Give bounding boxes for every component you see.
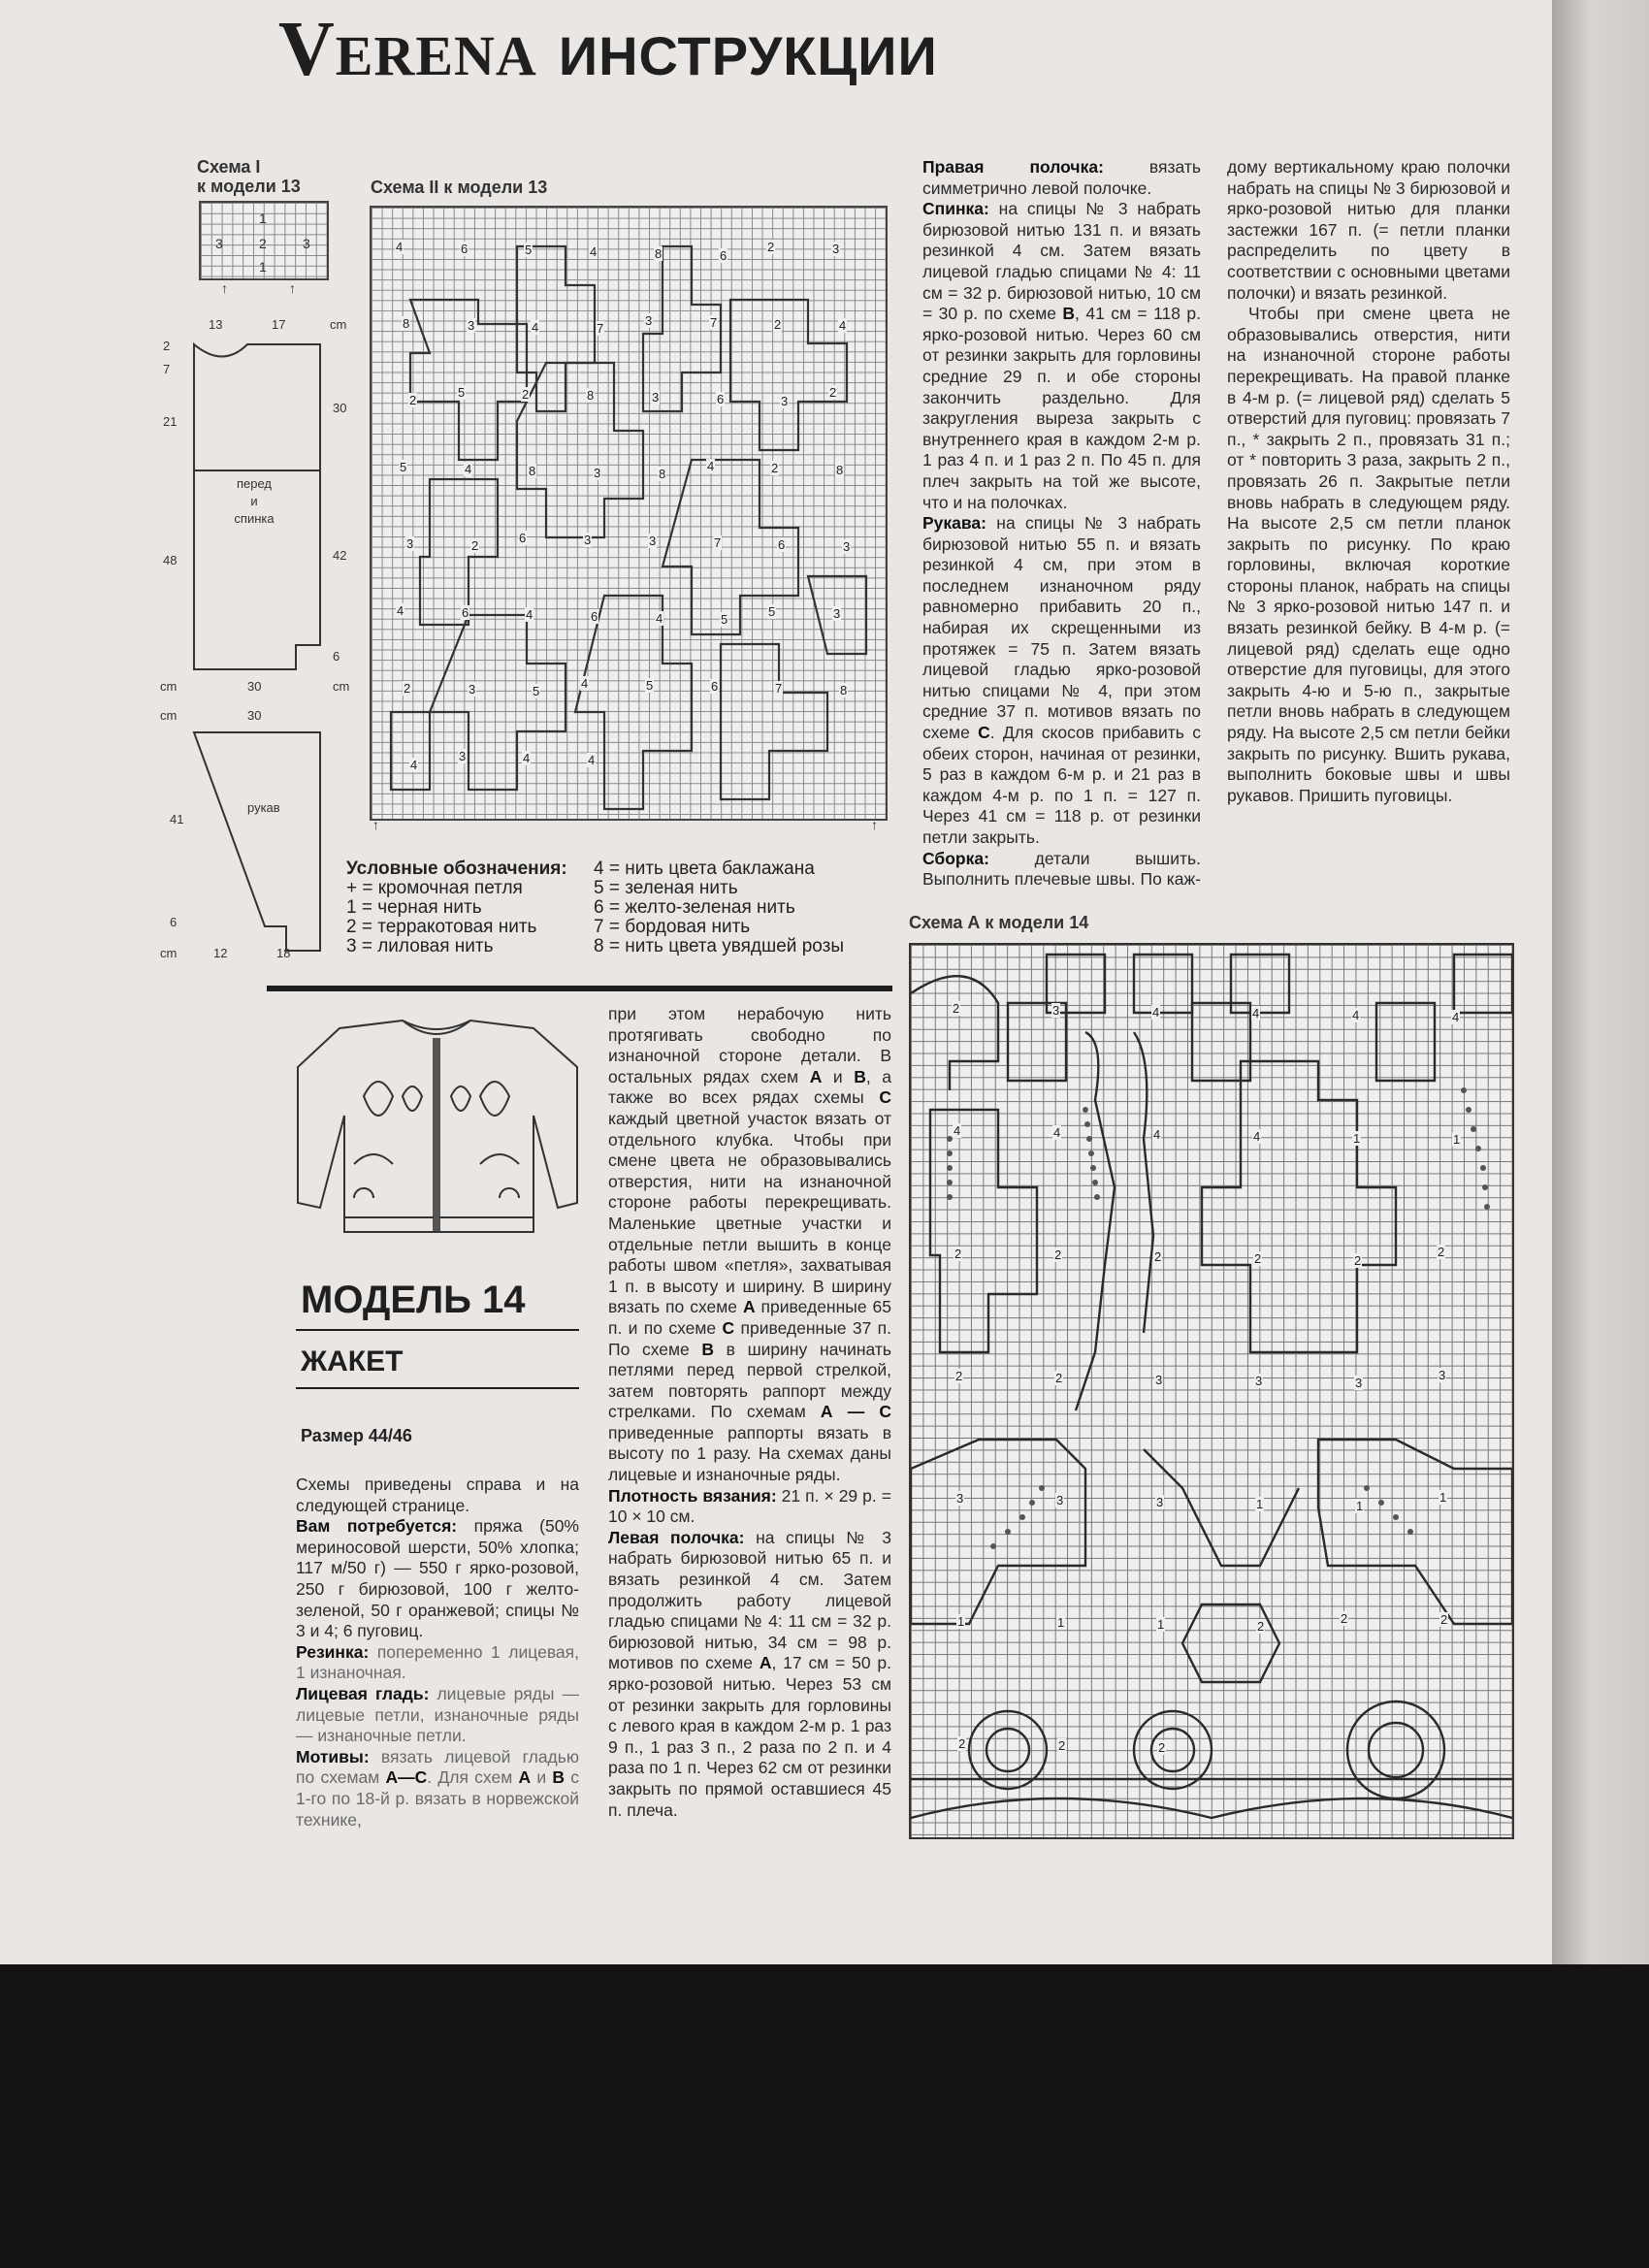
motif-outline [930, 1110, 1037, 1352]
dim-label: 12 [213, 946, 228, 960]
body-text: вязать симметрично левой полочке. [922, 157, 1201, 198]
dim-label: 6 [333, 649, 340, 664]
text-column-1 [296, 1474, 579, 1831]
dim-label: 6 [170, 915, 178, 929]
color-code-number: 3 [645, 313, 653, 328]
color-code-number: 5 [721, 612, 728, 627]
motif-outline [911, 1440, 1085, 1624]
label: Рукава: [922, 513, 986, 534]
color-code-number: 4 [590, 244, 598, 259]
dim-label: 17 [272, 317, 286, 332]
label: Лицевая гладь: [296, 1683, 430, 1703]
schemeA-chart [909, 943, 1514, 1839]
dim-label: 41 [170, 812, 184, 826]
color-code-number: 7 [710, 315, 718, 330]
section-divider [267, 986, 892, 991]
scheme-ref: В [701, 1339, 715, 1359]
color-code-number: 6 [711, 679, 719, 694]
body-text: , 41 см = 118 р. ярко-розовой нитью. Через 60 см от резинки закрыть для горловины средние 29 п. и обе стороны закончить раздельно. Для закругления выреза закрыть с внутреннего края в каждом 2-м р. 1 раз 4 п. и 1 раз 2 п. По 45 п. для плеч закрыть на той же высоте, что и на полочках. [922, 304, 1201, 512]
dim-label: cm [160, 679, 178, 694]
label: Сборка: [922, 848, 989, 868]
dim-label: cm [333, 679, 350, 694]
motif-outline [1144, 1449, 1299, 1566]
spiral-outline [1347, 1701, 1444, 1798]
color-code-number: 1 [1439, 1490, 1447, 1505]
label: Резинка: [296, 1641, 370, 1662]
motif-outline [430, 615, 566, 790]
color-code-number: 4 [1152, 1005, 1160, 1020]
color-code-number: 3 [1156, 1495, 1164, 1509]
dim-label: 13 [209, 317, 223, 332]
model-title: МОДЕЛЬ 14 [301, 1279, 526, 1321]
materials-text: пряжа (50% мериносовой шерсти, 50% хлопка; 117 м/50 г) — 550 г ярко-розовой, 250 г бирюзовой, 100 г желто-зеленой, 50 г оранжевой; спицы № 3 и 4; 6 пуговиц. [296, 1516, 579, 1641]
color-code-number: 6 [462, 605, 469, 620]
subtitle-underline [296, 1387, 579, 1389]
color-code-number: 1 [1057, 1615, 1065, 1630]
legend-item: 2 = терракотовая нить [346, 917, 537, 937]
schemeA-motifs [911, 945, 1512, 1837]
color-code-number: 1 [1356, 1499, 1364, 1513]
legend-right [594, 859, 844, 956]
color-code-number: 8 [655, 246, 663, 261]
body-text: каждый цветной участок вязать от отдельного клубка. Чтобы при смене цвета не образовывались отверстия, нити на изнаночной стороне работы перекрещивать. Маленькие цветные участки и отдельные петли вышить в конце работы швом «петля», захватывая 1 п. в высоту и ширину. В ширину вязать по схеме [608, 1108, 891, 1317]
color-code-number: 8 [403, 316, 410, 331]
body-text: дому вертикальному краю полочки набрать на спицы № 3 бирюзовой и ярко-розовой нитью для планки застежки 167 п. (= петли планки распределить по цвету в соответствии с основными цветами полочки) и вязать резинкой. [1227, 157, 1510, 303]
dim-label: 30 [247, 679, 262, 694]
scheme-ref: В [854, 1066, 866, 1086]
scheme1-cell: 1 [259, 259, 267, 275]
label: Спинка: [922, 199, 989, 219]
color-code-number: 2 [955, 1369, 963, 1383]
stem-outline [1134, 1032, 1153, 1333]
color-code-number: 2 [1054, 1247, 1062, 1262]
dim-label: 18 [276, 946, 291, 960]
color-code-number: 1 [1453, 1132, 1461, 1147]
color-code-number: 4 [410, 758, 418, 772]
gauge-text: 21 п. × 29 р. = 10 × 10 см. [608, 1485, 891, 1527]
body-text: на спицы № 3 набрать бирюзовой нитью 131 п. и вязать резинкой 4 см. Затем вязать лицевой гладью спицами № 4: 11 см = 32 р. бирюзовой нитью, 10 см = 30 р. по схеме [922, 199, 1201, 324]
motifs-text: . Для схем [427, 1767, 519, 1788]
color-code-number: 4 [526, 607, 534, 622]
color-code-number: 5 [525, 243, 533, 257]
color-code-number: 1 [1353, 1131, 1361, 1146]
color-code-number: 4 [954, 1123, 961, 1138]
body-text: . Для скосов прибавить с обеих сторон, начиная от резинки, 5 раз в каждом 6-м р. и 21 раз в каждом 4-м р. по 1 п. = 127 п. Через 41 см = 118 р. от резинки петли закрыть. [922, 723, 1201, 847]
scheme-ref: С [879, 1087, 891, 1108]
color-code-number: 3 [1155, 1373, 1163, 1387]
color-code-number: 3 [781, 394, 789, 408]
color-code-number: 2 [1154, 1249, 1162, 1264]
body-text: приведенные раппорты вязать в высоту по 1 разу. На схемах даны лицевые и изнаночные ряды. [608, 1422, 891, 1485]
color-code-number: 8 [529, 464, 536, 478]
body-text: на спицы № 3 набрать бирюзовой нитью 65 п. и вязать резинкой 4 см. Затем продолжить работу лицевой гладью спицами № 4: 11 см = 32 р. бирюзовой нитью, 34 см = 98 р. мотивов по схеме [608, 1527, 891, 1673]
stem-outline [1076, 1032, 1115, 1410]
motifs-text: с 1-го по 18-й р. вязать в норвежской технике, [296, 1767, 580, 1830]
scheme-ref: А [809, 1066, 823, 1086]
color-code-number: 2 [954, 1247, 962, 1261]
color-code-number: 2 [767, 240, 775, 254]
label-line: спинка [234, 511, 275, 526]
motifs-text: и [531, 1767, 553, 1788]
body-text: приведенные 65 п. и по схеме [608, 1297, 891, 1338]
color-code-number: 2 [1354, 1253, 1362, 1268]
dark-background [0, 1964, 1649, 2268]
dim-label: cm [160, 946, 178, 960]
body-text: , 17 см = 50 р. ярко-розовой нитью. Через 53 см от резинки закрыть для горловины с левого края в каждом 2-м р. 1 раз 9 п., 1 раз 3 п., 2 раза по 2 п. и 4 раза по 1 п. Через 62 см от резинки закрыть по прямой оставшиеся 45 п. плеча. [608, 1653, 891, 1820]
color-code-number: 2 [1058, 1738, 1066, 1753]
color-code-number: 2 [771, 461, 779, 475]
body-text: приведенные 37 п. По схеме [608, 1317, 891, 1359]
motif-outline [911, 976, 998, 1090]
dim-label: 30 [247, 708, 262, 723]
color-code-number: 1 [957, 1614, 965, 1629]
legend-item: 7 = бордовая нить [594, 917, 751, 937]
color-code-number: 1 [1256, 1497, 1264, 1511]
color-code-number: 3 [833, 606, 841, 621]
label: Правая полочка: [922, 157, 1104, 177]
arrow-mark: ↑ [221, 280, 228, 296]
color-code-number: 4 [707, 459, 715, 473]
scheme2-chart [370, 206, 888, 821]
scheme-ref: С [722, 1317, 735, 1338]
color-code-number: 6 [720, 248, 728, 263]
motif-outline [730, 300, 847, 450]
page-edge [1552, 0, 1649, 1964]
color-code-number: 3 [469, 682, 476, 697]
sleeve-outline [194, 732, 320, 951]
color-code-number: 8 [836, 463, 844, 477]
legend-title: Условные обозначения: [346, 859, 567, 879]
color-code-number: 6 [717, 392, 725, 406]
color-code-number: 8 [840, 683, 848, 697]
scheme2-motifs [372, 208, 886, 819]
motifs-text: вязать лицевой гладью по схемам [296, 1746, 579, 1788]
legend-item: 5 = зеленая нить [594, 878, 738, 898]
color-code-number: 2 [1254, 1251, 1262, 1266]
color-code-number: 2 [1341, 1611, 1348, 1626]
front-back-label [220, 475, 288, 528]
dim-label: 30 [333, 401, 347, 415]
color-code-number: 4 [532, 320, 539, 335]
label-line: и [250, 494, 258, 508]
label: Вам потребуется: [296, 1516, 458, 1537]
color-code-number: 4 [1352, 1008, 1360, 1022]
scheme-ref: А—С [385, 1767, 428, 1788]
color-code-number: 2 [1055, 1371, 1063, 1385]
motif-outline [420, 479, 498, 625]
legend-item: 1 = черная нить [346, 897, 482, 918]
motif-outline [1202, 1061, 1396, 1352]
text-column-4 [1227, 157, 1510, 806]
rib-text: попеременно 1 лицевая, 1 изнаночная. [296, 1641, 579, 1683]
color-code-number: 4 [581, 676, 589, 691]
scheme-ref: С [978, 723, 990, 743]
scheme-ref: А [759, 1653, 772, 1673]
color-code-number: 6 [519, 531, 527, 545]
label: Мотивы: [296, 1746, 370, 1766]
color-code-number: 4 [1452, 1010, 1460, 1024]
arrow-mark: ↑ [289, 280, 296, 296]
color-code-number: 7 [597, 321, 604, 336]
legend-item: 4 = нить цвета баклажана [594, 859, 815, 879]
color-code-number: 3 [832, 242, 840, 256]
color-code-number: 3 [594, 466, 601, 480]
color-code-number: 5 [533, 684, 540, 698]
jacket-illustration [286, 1009, 587, 1242]
color-code-number: 2 [522, 387, 530, 402]
color-code-number: 3 [1056, 1493, 1064, 1507]
dim-label: 21 [163, 414, 178, 429]
color-code-number: 4 [465, 462, 472, 476]
text-column-3 [922, 157, 1201, 891]
body-text: в ширину начинать петлями перед первой стрелкой, затем повторять раппорт между стрелками. По схемам [608, 1339, 891, 1422]
motif-outline [391, 712, 430, 790]
body-text: при этом нерабочую нить протягивать свободно по изнаночной стороне детали. В остальных рядах схем [608, 1004, 891, 1086]
color-code-number: 5 [458, 385, 466, 400]
motif-outline [721, 644, 827, 799]
color-code-number: 4 [397, 603, 404, 618]
color-code-number: 2 [1440, 1612, 1448, 1627]
brand-name: ERENA [335, 24, 537, 87]
scheme1-cell: 3 [303, 236, 310, 251]
color-code-number: 3 [652, 390, 660, 405]
dim-label: 2 [163, 339, 171, 353]
color-code-number: 2 [829, 385, 837, 400]
color-code-number: 6 [461, 242, 469, 256]
page-header [278, 6, 938, 94]
color-code-number: 2 [1257, 1619, 1265, 1634]
sleeve-label: рукав [247, 800, 280, 815]
scheme1-cell: 1 [259, 211, 267, 226]
color-code-number: 3 [649, 534, 657, 548]
color-code-number: 3 [843, 539, 851, 554]
title-underline [296, 1329, 579, 1331]
scheme1-cell: 2 [259, 236, 267, 251]
color-code-number: 3 [459, 749, 467, 763]
color-code-number: 4 [523, 751, 531, 765]
body-text: детали вышить. Выполнить плечевые швы. По каж- [922, 848, 1201, 890]
dim-label: 42 [333, 548, 347, 563]
color-code-number: 4 [396, 240, 404, 254]
label: Левая полочка: [608, 1527, 745, 1547]
label-line: перед [236, 476, 273, 491]
color-code-number: 4 [1053, 1125, 1061, 1140]
color-code-number: 3 [1255, 1374, 1263, 1388]
scheme1-caption-line2: к модели 13 [197, 177, 301, 196]
color-code-number: 6 [778, 537, 786, 552]
legend-item: 3 = лиловая нить [346, 936, 494, 956]
color-code-number: 2 [1438, 1245, 1445, 1259]
color-code-number: 2 [774, 317, 782, 332]
dim-label: cm [160, 708, 178, 723]
spiral-outline [969, 1711, 1047, 1789]
motif-outline [1454, 955, 1512, 1013]
model-subtitle: ЖАКЕТ [301, 1345, 404, 1377]
scheme-ref: В [552, 1767, 566, 1788]
scheme-ref: А — С [820, 1402, 892, 1422]
color-code-number: 6 [591, 609, 598, 624]
scheme-ref: А [742, 1297, 756, 1317]
spiral-outline [1134, 1711, 1212, 1789]
color-code-number: 2 [958, 1736, 966, 1751]
color-code-number: 4 [1252, 1006, 1260, 1021]
pattern-diagram [160, 315, 364, 965]
color-code-number: 3 [584, 533, 592, 547]
model-size: Размер 44/46 [301, 1426, 412, 1445]
color-code-number: 2 [409, 393, 417, 407]
color-code-number: 3 [468, 318, 475, 333]
color-code-number: 4 [839, 318, 847, 333]
color-code-number: 2 [1158, 1740, 1166, 1755]
scheme1-cell: 3 [215, 236, 223, 251]
legend-item: + = кромочная петля [346, 878, 523, 898]
body-text: и [822, 1066, 855, 1086]
scheme2-caption: Схема II к модели 13 [371, 178, 548, 197]
color-code-number: 4 [656, 611, 663, 626]
legend [346, 859, 567, 956]
color-code-number: 1 [1157, 1617, 1165, 1632]
jacket-drawing [286, 1009, 587, 1242]
arrow-mark: ↑ [871, 817, 878, 832]
dim-label: 48 [163, 553, 178, 567]
color-code-number: 4 [588, 753, 596, 767]
scheme1-grid [199, 201, 329, 280]
brand-initial: V [278, 7, 336, 92]
scheme1-caption-line1: Схема I [197, 157, 261, 177]
color-code-number: 3 [1439, 1368, 1446, 1382]
section-title: ИНСТРУКЦИИ [558, 25, 938, 86]
motif-outline [1318, 1440, 1512, 1624]
color-code-number: 3 [406, 536, 414, 551]
text-column-2 [608, 1004, 891, 1821]
color-code-number: 3 [1052, 1003, 1060, 1018]
legend-item: 6 = желто-зеленая нить [594, 897, 795, 918]
scheme-ref: В [1062, 304, 1076, 324]
dim-label: 7 [163, 362, 171, 376]
color-code-number: 2 [953, 1001, 960, 1016]
stst-text: лицевые ряды — лицевые петли, изнаночные ряды — изнаночные петли. [296, 1683, 579, 1746]
color-code-number: 2 [404, 681, 411, 696]
label: Плотность вязания: [608, 1485, 777, 1506]
color-code-number: 5 [768, 604, 776, 619]
intro-text: Схемы приведены справа и на следующей странице. [296, 1474, 579, 1515]
motif-outline [1134, 955, 1192, 1013]
color-code-number: 8 [659, 467, 666, 481]
body-text: , а также во всех рядах схемы [608, 1066, 891, 1108]
schemeA-caption: Схема А к модели 14 [909, 913, 1089, 932]
dim-label: cm [330, 317, 347, 332]
body-text: Чтобы при смене цвета не образовывались отверстия, нити на изнаночной стороне работы перекрещивать. На правой планке в 4-м р. (= лицевой ряд) сделать 5 отверстий для пуговиц: провязать 7 п., * закрыть 2 п., провязать 31 п.; от * повторить 3 раза, закрыть 2 п., провязать 26 п. Закрытые петли вновь набрать в следующем ряду. На высоте 2,5 см петли планок закрыть по рисунку. По краю горловины, включая короткие стороны планок, набрать на спицы № 3 ярко-розовой нитью 147 п. и вязать резинкой бейку. В 4-м р. (= лицевой ряд) сделать еще одно отверстие для пуговицы, для этого закрыть 4-ю и 5-ю п., закрытые петли вновь набрать в следующем ряду. На высоте 2,5 см петли бейки закрыть по рисунку. Вшить рукава, выполнить боковые швы и швы рукавов. Пришить пуговицы. [1227, 304, 1510, 805]
motif-outline [1376, 1003, 1435, 1081]
color-code-number: 3 [1355, 1376, 1363, 1390]
color-code-number: 7 [775, 681, 783, 696]
color-code-number: 2 [471, 538, 479, 553]
color-code-number: 4 [1253, 1129, 1261, 1144]
color-code-number: 5 [646, 678, 654, 693]
legend-item: 8 = нить цвета увядшей розы [594, 936, 844, 956]
color-code-number: 8 [587, 388, 595, 403]
color-code-number: 7 [714, 535, 722, 550]
arrow-mark: ↑ [372, 817, 379, 832]
color-code-number: 4 [1153, 1127, 1161, 1142]
scheme-ref: А [518, 1767, 532, 1788]
color-code-number: 3 [956, 1491, 964, 1506]
body-text: на спицы № 3 набрать бирюзовой нитью 55 п. и вязать резинкой 4 см, при этом в последнем изнаночном ряду равномерно прибавить 20 п., набирая их скрещенными из протяжек = 75 п. Затем вязать лицевой гладью ярко-розовой нитью спицами № 4, при этом средние 37 п. мотивов вязать по схеме [922, 513, 1201, 743]
scheme1-caption [197, 157, 301, 196]
motif-outline [575, 596, 692, 809]
motif-outline [1182, 1604, 1279, 1682]
color-code-number: 5 [400, 460, 407, 474]
